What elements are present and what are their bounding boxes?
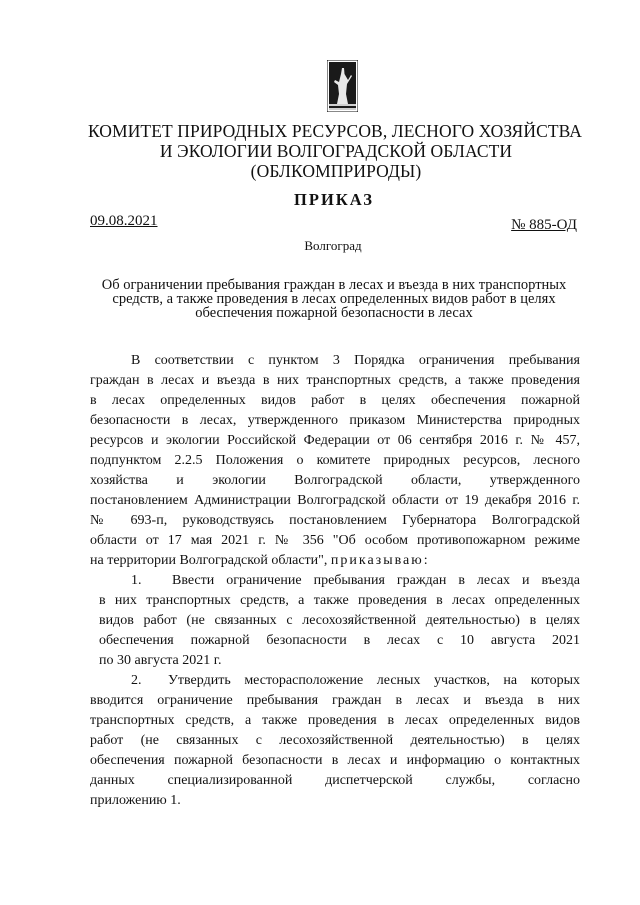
preamble-line: ресурсов и экологии Российской Федерации от 06 сентября 2016 г. № 457, xyxy=(90,433,580,448)
preamble-line: № 693-п, руководствуясь постановлением Губернатора Волгоградской xyxy=(90,513,580,528)
preamble-line: В соответствии с пунктом 3 Порядка ограничения пребывания xyxy=(131,353,580,368)
item-2-line: обеспечения пожарной безопасности в лесах и информацию о контактных xyxy=(90,753,580,768)
document-city: Волгоград xyxy=(304,238,362,253)
item-2-line: работ (не связанных с лесохозяйственной деятельностью) в целях xyxy=(90,733,580,748)
item-1-line: Ввести ограничение пребывания граждан в лесах и въезда xyxy=(172,573,580,588)
document-title-line: обеспечения пожарной безопасности в лесах xyxy=(195,305,473,321)
document-date: 09.08.2021 xyxy=(90,213,158,229)
document-number: № 885-ОД xyxy=(511,217,577,233)
preamble-line: подпунктом 2.2.5 Положения о комитете природных ресурсов, лесного xyxy=(90,453,580,468)
document-type: ПРИКАЗ xyxy=(294,190,374,209)
preamble-line: хозяйства и экологии Волгоградской области, утвержденного xyxy=(90,473,580,488)
item-1-line: обеспечения пожарной безопасности в лесах с 10 августа 2021 xyxy=(99,633,580,648)
item-2-line: Утвердить месторасположение лесных участков, на которых xyxy=(168,673,580,688)
item-1-line: по 30 августа 2021 г. xyxy=(99,653,222,668)
item-2-line: данных специализированной диспетчерской службы, согласно xyxy=(90,773,580,788)
item-2-number: 2. xyxy=(131,673,142,688)
item-2-line: приложению 1. xyxy=(90,793,181,808)
organization-name-line-1: КОМИТЕТ ПРИРОДНЫХ РЕСУРСОВ, ЛЕСНОГО ХОЗЯЙСТВА xyxy=(87,121,583,141)
item-1-line: видов работ (не связанных с лесохозяйственной деятельностью) в целях xyxy=(99,613,580,628)
preamble-last-line xyxy=(90,551,580,571)
preamble-line: области от 17 мая 2021 г. № 356 "Об особом противопожарном режиме xyxy=(90,533,580,548)
order-word: приказываю: xyxy=(330,553,430,568)
item-2-line: вводится ограничение пребывания граждан в лесах и въезда в них xyxy=(90,693,580,708)
organization-name-line-2: И ЭКОЛОГИИ ВОЛГОГРАДСКОЙ ОБЛАСТИ xyxy=(159,141,513,161)
item-2-line: транспортных средств, а также проведения в лесах определенных видов xyxy=(90,713,580,728)
preamble-line: граждан в лесах и въезда в них транспортных средств, а также проведения xyxy=(90,373,580,388)
preamble-line: безопасности в лесах, утвержденного приказом Министерства природных xyxy=(90,413,580,428)
item-1-line: в них транспортных средств, а также проведения в лесах определенных xyxy=(99,593,580,608)
organization-short-name: (ОБЛКОМПРИРОДЫ) xyxy=(250,161,422,181)
document-title-line: Об ограничении пребывания граждан в лесах и въезда в них транспортных xyxy=(101,277,567,293)
preamble-line: постановлением Администрации Волгоградской области от 19 декабря 2016 г. xyxy=(90,493,580,508)
preamble-line: на территории Волгоградской области", xyxy=(90,553,328,568)
preamble-line: в лесах определенных видов работ в целях обеспечения пожарной xyxy=(90,393,580,408)
volgograd-emblem-icon xyxy=(327,60,358,112)
item-1-number: 1. xyxy=(131,573,142,588)
document-title-line: средств, а также проведения в лесах определенных видов работ в целях xyxy=(112,291,556,307)
